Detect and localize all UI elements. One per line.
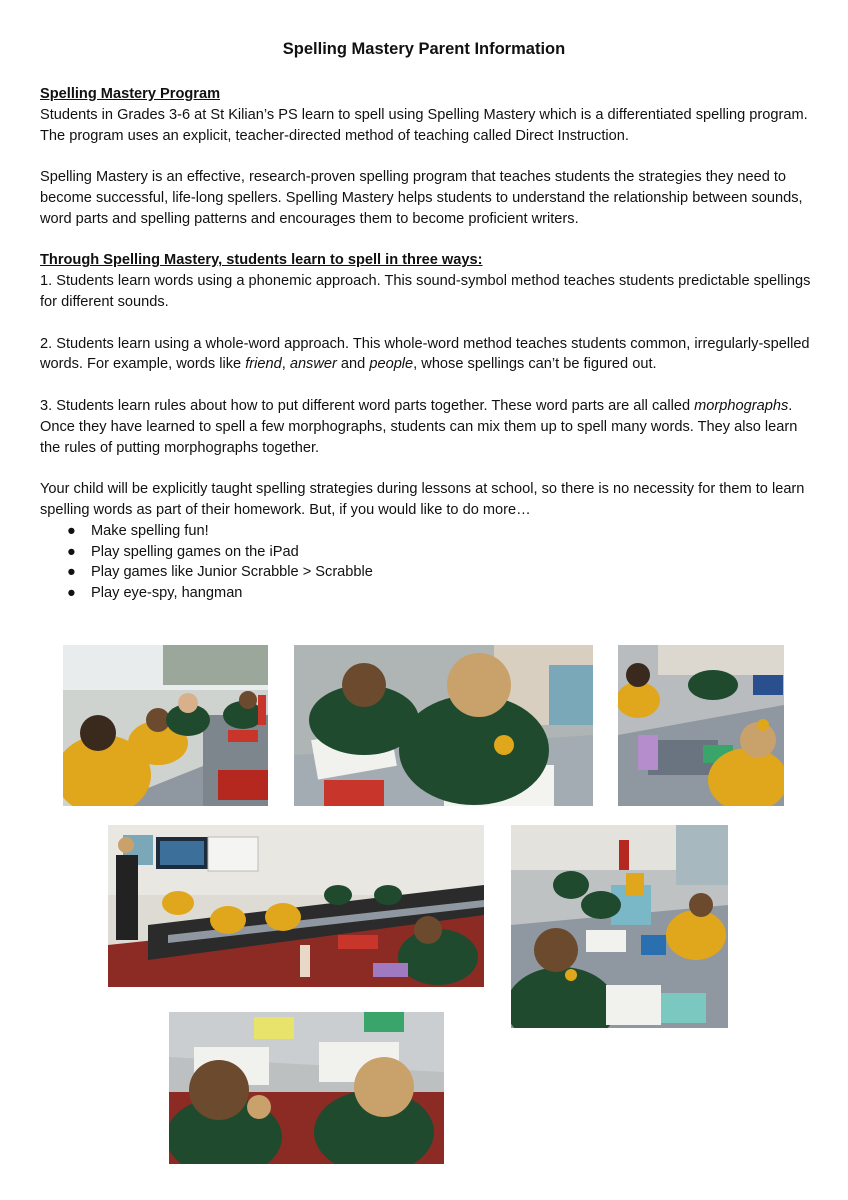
section-heading-program: Spelling Mastery Program [40, 86, 221, 102]
point-whole-word: 2. Students learn using a whole-word approach. This whole-word method teaches students common, irregularly-spelled words. For example, words like friend, answer and people, whose spellings can’t be figured out. [40, 335, 810, 373]
paragraph-intro: Students in Grades 3-6 at St Kilian’s PS learn to spell using Spelling Mastery which is a differentiated spelling program. The program uses an explicit, teacher-directed method of teaching called Direct Instruction. [40, 106, 808, 144]
classroom-photo-6 [169, 1012, 444, 1164]
list-item: ● Make spelling fun! [40, 521, 815, 542]
paragraph-effective: Spelling Mastery is an effective, research-proven spelling program that teaches students the strategies they need to become successful, life-long spellers. Spelling Mastery helps students to understand the relationship between sounds, word parts and spelling patterns and encourages them to become proficient writers. [40, 169, 803, 227]
classroom-photo-2 [294, 645, 593, 806]
list-item: ● Play eye-spy, hangman [40, 583, 815, 604]
example-word-people: people [369, 356, 414, 373]
suggestion-list [40, 521, 815, 604]
example-word-answer: answer [289, 356, 337, 373]
point-phonemic: 1. Students learn words using a phonemic approach. This sound-symbol method teaches students predictable spellings for different sounds. [40, 273, 811, 310]
classroom-photo-5 [511, 825, 728, 1028]
bullet-icon: ● [67, 522, 76, 539]
paragraph-homework: Your child will be explicitly taught spelling strategies during lessons at school, so there is no necessity for them to learn spelling words as part of their homework. But, if you would like to do more… [40, 481, 805, 518]
list-item: ● Play spelling games on the iPad [40, 542, 815, 563]
classroom-photo-1 [63, 645, 268, 806]
document-body [40, 84, 815, 604]
example-word-friend: friend [245, 356, 282, 373]
list-item: ● Play games like Junior Scrabble > Scrabble [40, 562, 815, 583]
section-heading-three-ways: Through Spelling Mastery, students learn to spell in three ways: [40, 252, 483, 269]
term-morphographs: morphographs [694, 397, 789, 414]
classroom-photo-4 [108, 825, 484, 987]
point-morphographs: 3. Students learn rules about how to put different word parts together. These word parts are all called morphographs. Once they have learned to spell a few morphographs, students can mix them up to spell many words. They also learn the rules of putting morphographs together. [40, 397, 798, 456]
classroom-photo-3 [618, 645, 784, 806]
bullet-icon: ● [67, 564, 76, 581]
page-title: Spelling Mastery Parent Information [282, 40, 566, 58]
bullet-icon: ● [67, 585, 76, 602]
bullet-icon: ● [67, 543, 76, 560]
